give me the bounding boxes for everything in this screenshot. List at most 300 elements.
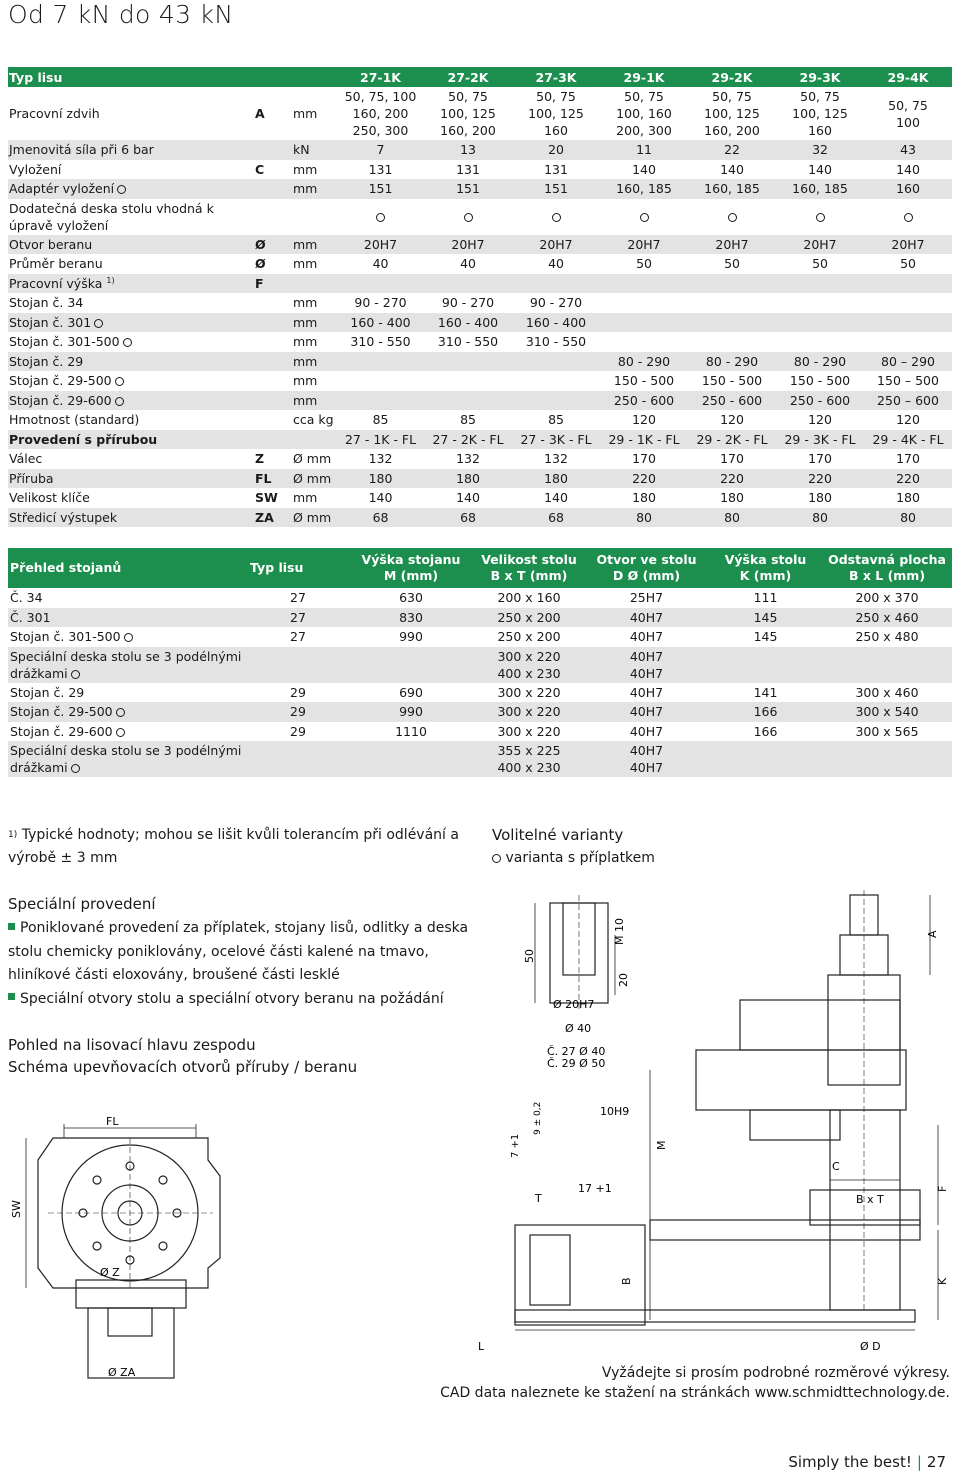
stand-label-text: Stojan č. 301-500 [10, 629, 121, 645]
n17-label: 17 +1 [578, 1182, 612, 1195]
row-symbol [253, 410, 291, 430]
cell-value: 20H7 [864, 235, 952, 255]
row-symbol: FL [253, 469, 291, 489]
table-row [8, 140, 952, 160]
option-circle-icon [71, 764, 80, 773]
spec-table [8, 67, 952, 527]
cell-value: 85 [372, 412, 389, 428]
stand-cell [709, 741, 822, 777]
stand-label [8, 702, 248, 722]
stand-col-header: Výška stolu K (mm) [709, 548, 822, 588]
cell-value: 11 [600, 140, 688, 160]
cell-value: 151 [512, 179, 600, 199]
cell-value: 20 [512, 140, 600, 160]
footer [788, 1453, 946, 1471]
cell-value: 80 - 290 [688, 352, 776, 372]
stand-cell: 27 [290, 629, 306, 645]
cell-value: 180 [424, 469, 512, 489]
cell-value [424, 352, 512, 372]
row-unit: Ø mm [291, 469, 337, 489]
m10-label: M 10 [613, 918, 626, 945]
cell-value: 131 [544, 161, 568, 177]
cell-value [688, 274, 776, 294]
cell-value: 27 - 1K - FL [337, 430, 424, 450]
row-symbol: A [255, 106, 265, 121]
cell-value: 160 [864, 179, 952, 199]
row-label-text: Hmotnost (standard) [9, 412, 140, 428]
row-symbol [253, 140, 291, 160]
option-circle-icon [115, 377, 124, 386]
cell-value: 43 [864, 140, 952, 160]
option-circle-icon [116, 728, 125, 737]
row-unit: mm [291, 313, 337, 333]
cell-value: 160 - 400 [424, 313, 512, 333]
cell-value: 170 [808, 451, 832, 467]
row-symbol: Ø [253, 235, 291, 255]
cell-value: 68 [424, 508, 512, 528]
sw-label: SW [10, 1200, 23, 1218]
row-label [8, 410, 253, 430]
cell-value: 20H7 [688, 235, 776, 255]
row-label [8, 313, 253, 333]
option-circle-icon [552, 213, 561, 222]
cell-value: 22 [688, 140, 776, 160]
row-symbol [253, 293, 291, 313]
stand-label [8, 627, 248, 647]
row-label-text: Vyložení [9, 161, 62, 177]
cell-value: 27 - 2K - FL [424, 430, 512, 450]
stand-cell [248, 741, 348, 777]
cell-value [512, 274, 600, 294]
a-label: A [926, 930, 939, 938]
stand-cell: 27 [248, 608, 348, 628]
cell-value [512, 371, 600, 391]
cell-value: 20H7 [776, 235, 864, 255]
stand-cell: 141 [753, 684, 778, 700]
table-row [8, 391, 952, 411]
cell-value: 120 [808, 412, 832, 428]
stand-cell: 145 [709, 608, 822, 628]
row-unit: mm [291, 179, 337, 199]
row-label-text: Stojan č. 29 [9, 353, 84, 369]
table-row [8, 647, 952, 683]
special-bullet [8, 988, 478, 1012]
option-circle-icon [816, 213, 825, 222]
row-unit: mm [293, 373, 318, 389]
stand-cell [822, 741, 952, 777]
row-label-text: Stojan č. 29-600 [9, 392, 112, 408]
row-label-text: Stojan č. 301 [9, 314, 92, 330]
row-label [8, 235, 253, 255]
cell-value: 140 [896, 161, 920, 177]
cell-value: 80 - 290 [600, 352, 688, 372]
z-label: Ø Z [100, 1266, 120, 1279]
cell-value: 40 [372, 256, 389, 272]
cell-value: 29 - 4K - FL [864, 430, 952, 450]
stand-cell: 40H7 [584, 608, 709, 628]
cell-value: 150 - 500 [789, 373, 851, 389]
table-row [8, 199, 952, 235]
table-row [8, 627, 952, 647]
cell-value: 131 [368, 161, 393, 177]
f-label: F [936, 1185, 949, 1192]
cell-value [776, 313, 864, 333]
row-symbol [253, 391, 291, 411]
stand-label-text: Č. 301 [10, 609, 51, 625]
stand-cell: 40H7 [629, 723, 664, 739]
cell-value: 80 [600, 508, 688, 528]
stand-cell: 250 x 480 [855, 629, 919, 645]
stand-cell: 111 [753, 590, 778, 606]
cell-value [776, 274, 864, 294]
row-unit: mm [291, 235, 337, 255]
cell-value: 50, 75 100, 125 160 [792, 89, 848, 138]
cell-value: 50 [636, 256, 652, 272]
cell-value [688, 313, 776, 333]
stand-cell [248, 647, 348, 683]
cell-value: 90 - 270 [354, 295, 407, 311]
stand-cell: 200 x 370 [855, 590, 919, 606]
bullet-icon [8, 923, 15, 930]
cell-value: 132 [544, 451, 568, 467]
stand-cell: 690 [399, 684, 423, 700]
cell-value: 180 [632, 490, 656, 506]
cell-value: 140 [632, 161, 656, 177]
cell-value [600, 274, 688, 294]
options-legend [492, 824, 655, 870]
row-label-text: Válec [9, 451, 43, 467]
cell-value: 151 [337, 179, 424, 199]
table-row [8, 741, 952, 777]
cell-value: 20H7 [600, 235, 688, 255]
stand-cell: 990 [399, 629, 423, 645]
cell-value [864, 313, 952, 333]
c29-label: Č. 29 Ø 50 [547, 1057, 606, 1070]
b-label: B [620, 1277, 633, 1285]
row-unit: Ø mm [291, 508, 337, 528]
cell-value [337, 391, 424, 411]
row-label [8, 488, 253, 508]
cell-value: 85 [548, 412, 564, 428]
row-label-text: Stojan č. 34 [9, 295, 84, 311]
row-label [8, 371, 253, 391]
stand-cell: 630 [399, 590, 423, 606]
za-label: Ø ZA [108, 1366, 136, 1379]
cell-value: 132 [368, 451, 393, 467]
special-bullet-text: Speciální otvory stolu a speciální otvory beranu na požádání [20, 990, 444, 1007]
cell-value: 250 – 600 [864, 391, 952, 411]
cell-value: 32 [776, 140, 864, 160]
stand-cell: 1110 [395, 723, 427, 739]
flange-drawing [8, 1108, 220, 1388]
row-symbol: F [253, 274, 291, 294]
cell-value [776, 332, 864, 352]
cell-value: 85 [460, 412, 476, 428]
k-label: K [936, 1277, 949, 1285]
cell-value: 140 [720, 161, 744, 177]
stand-label [8, 741, 248, 777]
row-label-text: Pracovní zdvih [9, 106, 100, 121]
c27-label: Č. 27 Ø 40 [547, 1045, 606, 1058]
cell-value: 250 - 600 [600, 391, 688, 411]
cell-value: 180 [337, 469, 424, 489]
row-symbol [253, 199, 291, 235]
cell-value: 20H7 [424, 235, 512, 255]
cell-value: 220 [776, 469, 864, 489]
fl-label: FL [106, 1115, 119, 1128]
c-label: C [832, 1160, 840, 1173]
cell-value [512, 352, 600, 372]
table-row [8, 352, 952, 372]
cell-value: 7 [337, 140, 424, 160]
cell-value: 170 [720, 451, 744, 467]
row-label [8, 199, 253, 235]
model-col: 29-2K [688, 67, 776, 87]
row-label-text: Středicí výstupek [9, 509, 118, 525]
cell-value: 50 [812, 256, 828, 272]
cell-value: 20H7 [337, 235, 424, 255]
n9-label: 9 ± 0,2 [533, 1101, 543, 1135]
stand-col-header: Velikost stolu B x T (mm) [474, 548, 584, 588]
model-col: 29-4K [864, 67, 952, 87]
row-label [8, 508, 253, 528]
request-line: Vyžádejte si prosím podrobné rozměrové výkresy. [601, 1365, 950, 1381]
row-unit: Ø mm [293, 451, 332, 467]
row-unit: mm [293, 161, 318, 177]
cell-value: 50, 75 100, 125 160, 200 [704, 89, 760, 138]
cell-value [600, 293, 688, 313]
stand-label [8, 683, 248, 703]
table-row [8, 722, 952, 742]
option-circle-icon [124, 633, 133, 642]
row-label-text: Jmenovitá síla při 6 bar [9, 142, 154, 158]
row-label [8, 254, 253, 274]
cell-value: 80 [864, 508, 952, 528]
request-line: CAD data naleznete ke stažení na stránkách www.schmidttechnology.de. [440, 1385, 950, 1401]
stand-cell: 300 x 220 400 x 230 [474, 647, 584, 683]
cell-value: 170 [896, 451, 920, 467]
cell-value: 80 – 290 [864, 352, 952, 372]
stand-cell: 40H7 [629, 629, 664, 645]
model-col: 29-3K [776, 67, 864, 87]
row-label-text: Velikost klíče [9, 490, 90, 506]
cell-value: 27 - 3K - FL [512, 430, 600, 450]
cell-value [688, 332, 776, 352]
row-symbol: Ø [255, 256, 266, 272]
cell-value: 140 [456, 490, 480, 506]
model-col: 27-3K [512, 67, 600, 87]
cell-value: 160, 185 [688, 179, 776, 199]
row-symbol: SW [255, 490, 278, 506]
m-label: M [655, 1140, 668, 1150]
stand-cell: 29 [248, 702, 348, 722]
stand-col-header: Výška stojanu M (mm) [348, 548, 474, 588]
cell-value: 50, 75 100, 125 160, 200 [440, 89, 496, 138]
stand-label-text: Stojan č. 29-500 [10, 704, 113, 720]
option-circle-icon [116, 708, 125, 717]
cell-value: 180 [808, 490, 832, 506]
stand-cell: 250 x 200 [474, 608, 584, 628]
options-item: varianta s příplatkem [505, 850, 655, 866]
option-circle-icon [94, 319, 103, 328]
n7-label: 7 +1 [510, 1133, 521, 1158]
table-row [8, 293, 952, 313]
special-title: Speciální provedení [8, 895, 156, 913]
stand-label-text: Speciální deska stolu se 3 podélnými drážkami [10, 743, 242, 775]
table-row [8, 179, 952, 199]
table-row [8, 87, 952, 140]
cell-value: 160, 185 [776, 179, 864, 199]
cell-value [776, 199, 864, 235]
special-bullet [8, 917, 478, 988]
cell-value: 160 - 400 [337, 313, 424, 333]
cell-value [337, 371, 424, 391]
option-circle-icon [464, 213, 473, 222]
t-label: T [535, 1192, 542, 1205]
cell-value [337, 352, 424, 372]
stand-cell: 40H7 40H7 [584, 647, 709, 683]
row-symbol [253, 332, 291, 352]
stand-cell: 27 [290, 590, 306, 606]
option-circle-icon [640, 213, 649, 222]
stand-cell: 250 x 460 [822, 608, 952, 628]
table-row [8, 683, 952, 703]
cell-value: 310 - 550 [350, 334, 411, 350]
cell-value: 180 [896, 490, 920, 506]
cell-value [424, 371, 512, 391]
stand-label [8, 608, 248, 628]
cell-value [864, 332, 952, 352]
row-label-text: Průměr beranu [9, 256, 103, 272]
cell-value: 50 [900, 256, 916, 272]
option-circle-icon [728, 213, 737, 222]
row-unit: mm [291, 391, 337, 411]
cell-value: 140 [544, 490, 568, 506]
row-symbol [253, 430, 291, 450]
model-col: 27-1K [337, 67, 424, 87]
cell-value: 160, 185 [600, 179, 688, 199]
row-label [8, 352, 253, 372]
option-circle-icon [115, 397, 124, 406]
row-label-text: Stojan č. 301-500 [9, 334, 120, 350]
d20-label: 20 [617, 973, 630, 987]
cell-value: 29 - 3K - FL [776, 430, 864, 450]
cell-value [424, 274, 512, 294]
cell-value: 310 - 550 [437, 334, 499, 350]
model-col: 29-1K [600, 67, 688, 87]
row-unit: mm [293, 295, 318, 311]
request-note [440, 1363, 950, 1403]
options-title: Volitelné varianty [492, 826, 624, 844]
row-label [8, 449, 253, 469]
bottom-view-subtitle: Schéma upevňovacích otvorů příruby / beranu [8, 1058, 358, 1076]
stand-label-text: Speciální deska stolu se 3 podélnými drážkami [10, 648, 242, 681]
stand-cell: 200 x 160 [497, 590, 561, 606]
row-label [8, 87, 253, 140]
cell-value [424, 391, 512, 411]
row-symbol: C [255, 161, 265, 177]
cell-value: 150 - 500 [613, 373, 675, 389]
table-row [8, 469, 952, 489]
row-label [8, 293, 253, 313]
footer-slogan: Simply the best! [788, 1453, 912, 1471]
stand-col-header: Typ lisu [248, 548, 348, 588]
stand-cell [709, 647, 822, 683]
table-row [8, 410, 952, 430]
row-label-text: Stojan č. 29-500 [9, 373, 112, 389]
stand-cell: 250 x 200 [497, 629, 561, 645]
cell-value: 50, 75 100, 160 200, 300 [616, 89, 672, 138]
row-symbol: Z [255, 451, 265, 467]
row-label [8, 469, 253, 489]
cell-value [512, 199, 600, 235]
l-label: L [478, 1340, 485, 1353]
stand-label-text: Stojan č. 29 [10, 684, 85, 700]
cell-value: 310 - 550 [525, 334, 587, 350]
stand-cell: 300 x 540 [822, 702, 952, 722]
row-label [8, 140, 253, 160]
bottom-view-title: Pohled na lisovací hlavu zespodu [8, 1036, 256, 1054]
row-unit: kN [291, 140, 337, 160]
row-label-text: Příruba [9, 470, 54, 486]
d50-label: 50 [523, 949, 536, 963]
cell-value: 140 [368, 490, 393, 506]
cell-value: 150 – 500 [877, 373, 939, 389]
cell-value: 29 - 1K - FL [600, 430, 688, 450]
table-row [8, 588, 952, 608]
cell-value [688, 293, 776, 313]
stand-table [8, 548, 952, 777]
stand-cell [822, 647, 952, 683]
page-number: 27 [926, 1453, 946, 1471]
page-title: Od 7 kN do 43 kN [8, 0, 234, 29]
row-label [8, 391, 253, 411]
stand-cell: 40H7 40H7 [584, 741, 709, 777]
row-label [8, 160, 253, 180]
cell-value [337, 274, 424, 294]
stand-cell: 145 [753, 629, 778, 645]
row-label [8, 179, 253, 199]
cell-value: 220 [600, 469, 688, 489]
row-symbol [253, 179, 291, 199]
row-symbol: ZA [253, 508, 291, 528]
cell-value: 160 - 400 [512, 313, 600, 333]
footnote-ref: 1) [106, 275, 115, 285]
cell-value: 120 [720, 412, 744, 428]
table-row [8, 235, 952, 255]
cell-value: 170 [632, 451, 656, 467]
cell-value [424, 199, 512, 235]
cell-value: 68 [512, 508, 600, 528]
cell-value: 40 [460, 256, 476, 272]
row-unit: mm [293, 334, 318, 350]
stand-cell: 166 [753, 723, 778, 739]
stand-label-text: Č. 34 [10, 590, 43, 606]
spec-table-header [8, 67, 952, 87]
cell-value [776, 293, 864, 313]
table-row [8, 254, 952, 274]
cell-value [600, 332, 688, 352]
bottom-view-caption [8, 1034, 357, 1078]
footnote-text: Typické hodnoty; mohou se lišit kvůli tolerancím při odlévání a výrobě ± 3 mm [8, 827, 459, 866]
row-symbol [253, 313, 291, 333]
stand-label [8, 722, 248, 742]
cell-value: 180 [720, 490, 744, 506]
dia20-label: Ø 20H7 [553, 998, 595, 1011]
cell-value: 50, 75 100, 125 160 [528, 89, 584, 138]
cell-value: 80 [688, 508, 776, 528]
stand-cell: 166 [709, 702, 822, 722]
